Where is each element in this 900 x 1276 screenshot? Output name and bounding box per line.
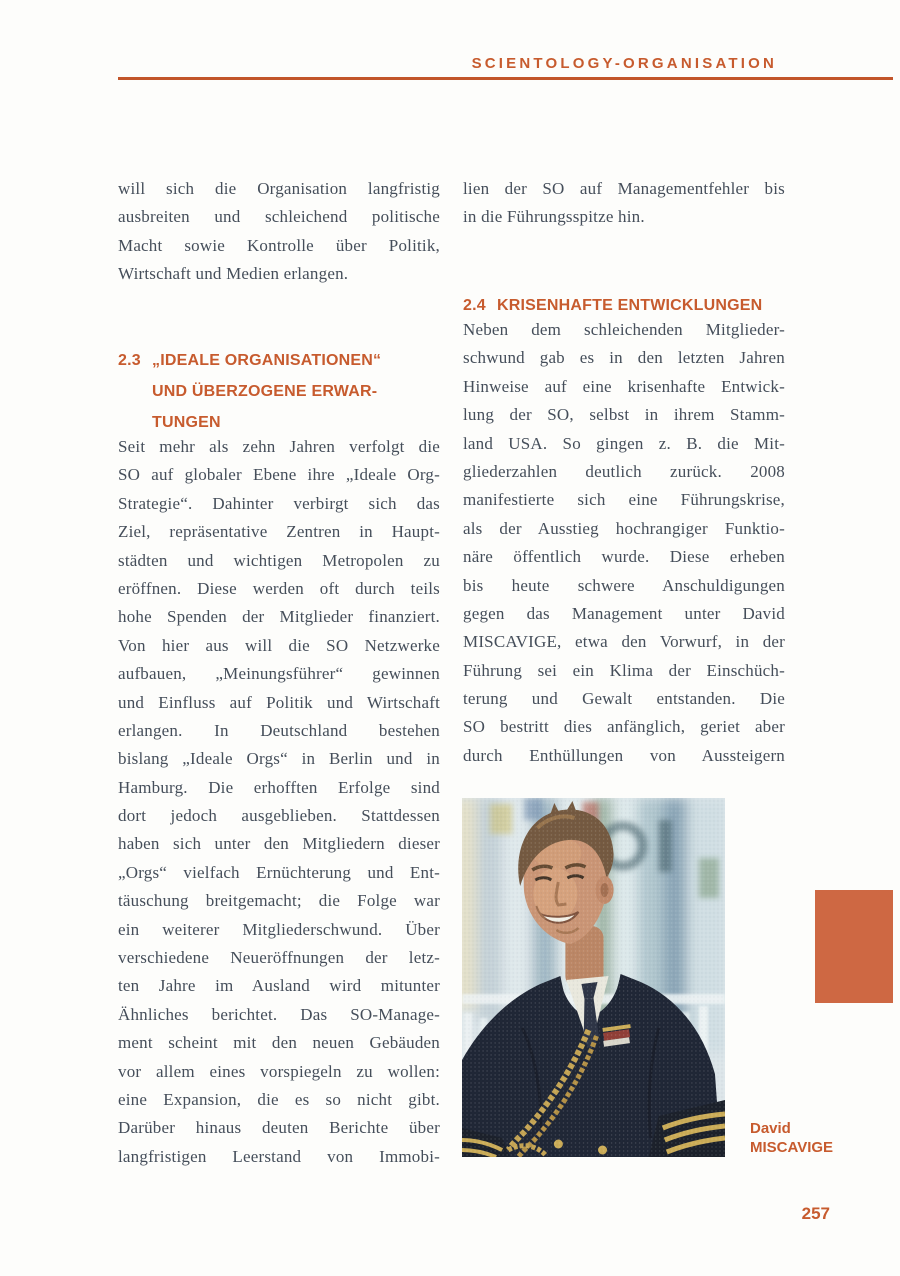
text-line: KRISENHAFTE ENTWICKLUNGEN (497, 297, 763, 314)
text-line: städten und wichtigen Metropolen zu (118, 550, 440, 570)
text-line: verschiedene Neueröffnungen der letz- (118, 948, 440, 968)
text-line: SO auf globaler Ebene ihre „Ideale Org- (118, 465, 440, 485)
section-heading-2-3 (118, 345, 440, 438)
text-line: David (750, 1120, 791, 1137)
text-line: will sich die Organisation langfristig (118, 179, 440, 198)
heading-number: 2.4 (463, 297, 486, 314)
right-column-paragraph-2 (463, 316, 785, 770)
text-line: Hinweise auf eine krisenhafte Entwick- (463, 376, 785, 396)
page-number: 257 (801, 1204, 830, 1223)
heading-number: 2.3 (118, 352, 141, 369)
david-miscavige-photo (462, 798, 725, 1157)
header-rule (118, 77, 893, 80)
text-line: lung der SO, selbst in ihrem Stamm- (463, 405, 785, 425)
text-line: lien der SO auf Managementfehler bis (463, 179, 785, 198)
text-line: schwund gab es in den letzten Jahren (463, 348, 785, 368)
text-line: ment scheint mit den neuen Gebäuden (118, 1033, 440, 1053)
text-line: dort jedoch ausgeblieben. Stattdessen (118, 806, 440, 826)
text-line: bislang „Ideale Orgs“ in Berlin und in (118, 749, 440, 769)
left-column-paragraph-1 (118, 175, 440, 289)
text-line: ausbreiten und schleichend politische (118, 207, 440, 227)
text-line: vor allem eines vorspiegeln zu wollen: (118, 1061, 440, 1081)
heading-title (152, 345, 440, 438)
section-tab-marker (815, 890, 893, 1003)
left-column-paragraph-2 (118, 433, 440, 1171)
text-line: in die Führungsspitze hin. (463, 207, 645, 227)
text-line: land USA. So gingen z. B. die Mit- (463, 433, 785, 453)
text-line: durch Enthüllungen von Aussteigern (463, 745, 785, 765)
text-line: Darüber hinaus deuten Berichte über (118, 1118, 440, 1138)
right-column-paragraph-1 (463, 175, 785, 232)
text-line: ein weiterer Mitgliederschwund. Über (118, 919, 440, 939)
running-header: SCIENTOLOGY-ORGANISATION (471, 55, 777, 72)
text-line: MISCAVIGE (750, 1139, 834, 1156)
text-line: SO bestritt dies anfänglich, geriet aber (463, 717, 785, 737)
text-line: eine Expansion, die es so nicht gibt. (118, 1089, 440, 1109)
text-line: Hamburg. Die erhofften Erfolge sind (118, 777, 440, 797)
text-line: Führung sei ein Klima der Einschüch- (463, 660, 785, 680)
text-line: hohe Spenden der Mitglieder finanziert. (118, 607, 440, 627)
text-line: näre öffentlich wurde. Diese erheben (463, 547, 785, 567)
text-line: Ähnliches berichtet. Das SO-Manage- (118, 1004, 440, 1024)
text-line: als der Ausstieg hochrangiger Funktio- (463, 518, 785, 538)
text-line: ten Jahre im Ausland wird mitunter (118, 976, 440, 996)
text-line: „IDEALE ORGANISATIONEN“ (152, 352, 382, 369)
text-line: erlangen. In Deutschland bestehen (118, 720, 440, 740)
text-line: MISCAVIGE, etwa den Vorwurf, in der (463, 632, 785, 652)
text-line: eröffnen. Diese werden oft durch teils (118, 578, 440, 598)
text-line: Wirtschaft und Medien erlangen. (118, 264, 349, 284)
text-line: gegen das Management unter David (463, 603, 785, 623)
text-line: TUNGEN (152, 414, 221, 431)
text-line: aufbauen, „Meinungsführer“ gewinnen (118, 664, 440, 684)
text-line: langfristigen Leerstand von Immobi- (118, 1146, 440, 1166)
text-line: Strategie“. Dahinter verbirgt sich das (118, 493, 440, 513)
photo-caption (750, 1119, 880, 1157)
text-line: täuschung breitgemacht; die Folge war (118, 891, 440, 911)
text-line: Seit mehr als zehn Jahren verfolgt die (118, 437, 440, 456)
text-line: bis heute schwere Anschuldigungen (463, 575, 785, 595)
text-line: manifestierte sich eine Führungskrise, (463, 490, 785, 510)
text-line: und Einfluss auf Politik und Wirtschaft (118, 692, 440, 712)
text-line: Von hier aus will die SO Netzwerke (118, 635, 440, 655)
text-line: terung und Gewalt entstanden. Die (463, 689, 785, 709)
text-line: Ziel, repräsentative Zentren in Haupt- (118, 522, 440, 542)
text-line: gliederzahlen deutlich zurück. 2008 (463, 461, 785, 481)
text-line: Neben dem schleichenden Mitglieder- (463, 320, 785, 339)
text-line: haben sich unter den Mitgliedern dieser (118, 834, 440, 854)
photo-illustration (462, 798, 725, 1157)
text-line: „Orgs“ vielfach Ernüchterung und Ent- (118, 862, 440, 882)
text-line: Macht sowie Kontrolle über Politik, (118, 235, 440, 255)
text-line: UND ÜBERZOGENE ERWAR- (152, 383, 378, 400)
